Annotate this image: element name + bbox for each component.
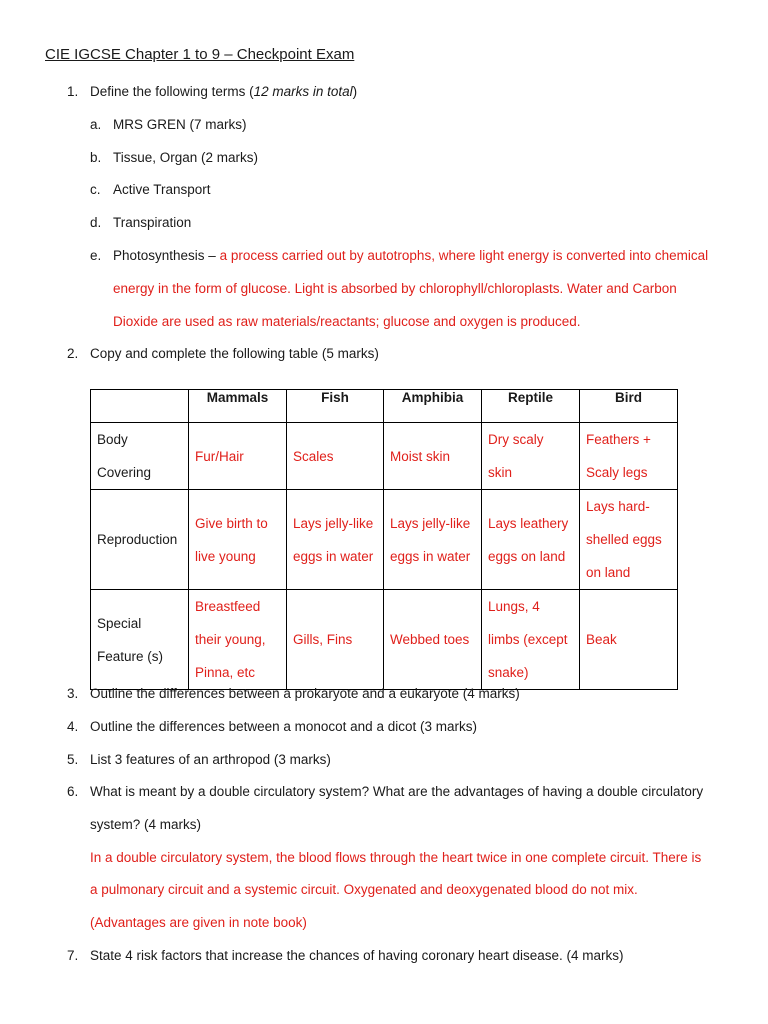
q6-number: 6. — [67, 784, 79, 799]
cell-line: Scaly legs — [586, 465, 648, 480]
table-cell — [580, 590, 678, 690]
table-cell — [580, 423, 678, 490]
table-row — [91, 490, 678, 590]
cell-line: Lungs, 4 — [488, 599, 540, 614]
cell-line: Scales — [293, 448, 334, 464]
cell-line: Beak — [586, 632, 617, 647]
table-cell — [482, 490, 580, 590]
q1e-answer-2: energy in the form of glucose. Light is absorbed by chlorophyll/chloroplasts. Water and Carbon — [113, 281, 677, 296]
cell-line: Lays hard- — [586, 499, 650, 514]
table-cell — [287, 590, 384, 690]
classification-table — [90, 389, 678, 690]
q1d-label: d. — [90, 215, 102, 230]
q5-number: 5. — [67, 752, 79, 767]
q1d-text: Transpiration — [113, 215, 192, 230]
cell-line: eggs in water — [390, 548, 471, 564]
table-header-cell — [91, 390, 189, 423]
cell-line: Lays jelly-like — [293, 515, 374, 531]
table-cell — [189, 423, 287, 490]
cell-line: limbs (except — [488, 632, 568, 647]
row-label-line: Feature (s) — [97, 648, 164, 664]
table-cell — [384, 423, 482, 490]
table-cell — [384, 490, 482, 590]
header-reptile: Reptile — [507, 390, 553, 405]
cell-line: Breastfeed — [195, 599, 261, 614]
header-mammals: Mammals — [206, 390, 269, 405]
row-label — [91, 490, 189, 590]
cell-line: Moist skin — [390, 448, 451, 464]
cell-line: Feathers + — [586, 432, 651, 447]
q1a-text: MRS GREN (7 marks) — [113, 117, 247, 132]
cell-line: snake) — [488, 665, 529, 680]
q5-text: List 3 features of an arthropod (3 marks) — [90, 752, 331, 767]
cell-line: Lays leathery — [488, 515, 569, 531]
q1b-label: b. — [90, 150, 102, 165]
header-bird: Bird — [615, 390, 642, 405]
q3-number: 3. — [67, 686, 79, 701]
cell-line: live young — [195, 548, 256, 564]
q2-number: 2. — [67, 346, 79, 361]
cell-line: Gills, Fins — [293, 632, 353, 647]
q1e-text: Photosynthesis – — [113, 248, 220, 263]
q1a-label: a. — [90, 117, 102, 132]
q1e-line-1 — [113, 247, 708, 265]
cell-line: on land — [586, 565, 631, 580]
q1-text — [90, 83, 357, 101]
table-cell — [384, 590, 482, 690]
q7-text: State 4 risk factors that increase the chances of having coronary heart disease. (4 marks) — [90, 948, 624, 963]
row-label-line: Body — [97, 432, 128, 447]
q1c-label: c. — [90, 182, 101, 197]
q1c-text: Active Transport — [113, 182, 211, 197]
table-cell — [189, 590, 287, 690]
q1-text-post: ) — [352, 84, 358, 99]
table-header-cell — [287, 390, 384, 423]
cell-line: eggs on land — [488, 548, 566, 564]
table-cell — [287, 490, 384, 590]
table-cell — [482, 590, 580, 690]
q1-text-pre: Define the following terms ( — [90, 84, 254, 99]
page-title: CIE IGCSE Chapter 1 to 9 – Checkpoint Exam — [45, 46, 355, 63]
cell-line: eggs in water — [293, 548, 374, 564]
q1e-answer-3: Dioxide are used as raw materials/reactants; glucose and oxygen is produced. — [113, 314, 581, 329]
row-label — [91, 423, 189, 490]
q1b-text: Tissue, Organ (2 marks) — [113, 150, 259, 165]
cell-line: Fur/Hair — [195, 448, 244, 464]
row-label-line: Special — [97, 615, 142, 631]
q4-text: Outline the differences between a monocot and a dicot (3 marks) — [90, 719, 477, 734]
table-header-row — [91, 390, 678, 423]
q6-text-2: system? (4 marks) — [90, 817, 202, 832]
table-row — [91, 590, 678, 690]
table-cell — [580, 490, 678, 590]
q1e-answer-1: a process carried out by autotrophs, where light energy is converted into chemical — [219, 248, 709, 263]
q6-text-1: What is meant by a double circulatory system? What are the advantages of having a double circulatory — [90, 784, 704, 799]
cell-line: skin — [488, 465, 513, 480]
q2-text: Copy and complete the following table (5 marks) — [90, 346, 379, 361]
row-label-line: Covering — [97, 465, 152, 480]
row-label — [91, 590, 189, 690]
cell-line: Lays jelly-like — [390, 515, 471, 531]
table-cell — [189, 490, 287, 590]
q6-answer-3: (Advantages are given in note book) — [90, 915, 307, 930]
cell-line: shelled eggs — [586, 532, 662, 547]
q1-number: 1. — [67, 84, 79, 99]
cell-line: their young, — [195, 632, 266, 647]
header-amphibia: Amphibia — [401, 390, 464, 405]
table-cell — [287, 423, 384, 490]
table-header-cell — [482, 390, 580, 423]
table-header-cell — [189, 390, 287, 423]
table-cell — [482, 423, 580, 490]
row-label-line: Reproduction — [97, 532, 178, 547]
q6-answer-2: a pulmonary circuit and a systemic circuit. Oxygenated and deoxygenated blood do not mix. — [90, 882, 638, 897]
cell-line: Pinna, etc — [195, 665, 256, 680]
q1e-label: e. — [90, 248, 102, 263]
q1-text-italic: 12 marks in total — [253, 84, 353, 99]
table-header-cell — [580, 390, 678, 423]
table-header-cell — [384, 390, 482, 423]
q3-text: Outline the differences between a prokaryote and a eukaryote (4 marks) — [90, 686, 520, 701]
header-fish: Fish — [321, 390, 349, 405]
table-row — [91, 423, 678, 490]
cell-line: Webbed toes — [390, 632, 470, 647]
q4-number: 4. — [67, 719, 79, 734]
q6-answer-1: In a double circulatory system, the blood flows through the heart twice in one complete circuit. There is — [90, 850, 702, 865]
cell-line: Give birth to — [195, 515, 268, 531]
cell-line: Dry scaly — [488, 432, 544, 447]
q7-number: 7. — [67, 948, 79, 963]
